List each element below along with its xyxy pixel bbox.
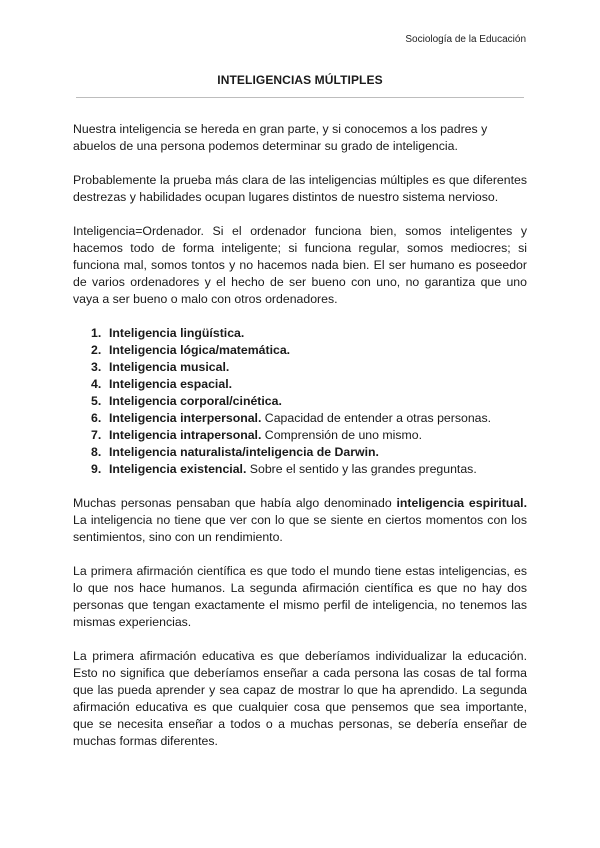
list-item xyxy=(73,461,527,478)
list-item-number: 9. xyxy=(91,462,102,476)
list-item-term: Inteligencia espacial. xyxy=(109,377,233,391)
list-item-term: Inteligencia existencial. xyxy=(109,462,247,476)
document-title: INTELIGENCIAS MÚLTIPLES xyxy=(217,73,383,87)
paragraph-evidence: Probablemente la prueba más clara de las inteligencias múltiples es que diferentes destrezas y habilidades ocupan lugares distintos de nuestro sistema nervioso. xyxy=(73,173,527,204)
list-item-number: 3. xyxy=(91,360,102,374)
list-item xyxy=(73,359,527,376)
paragraph-computer-analogy: Inteligencia=Ordenador. Si el ordenador funciona bien, somos inteligentes y hacemos todo de forma inteligente; si funciona regular, somos mediocres; si funciona mal, somos tontos y no hacemos nada bien. El ser humano es poseedor de varios ordenadores y el hecho de ser bueno con uno, no garantiza que uno vaya a ser bueno o malo con otros ordenadores. xyxy=(73,224,527,306)
document-body xyxy=(73,121,527,767)
list-item xyxy=(73,376,527,393)
running-header: Sociología de la Educación xyxy=(405,34,526,45)
paragraph-spiritual-term: inteligencia espiritual. xyxy=(396,496,528,510)
list-item-term: Inteligencia interpersonal. xyxy=(109,411,262,425)
list-item-number: 2. xyxy=(91,343,102,357)
list-item xyxy=(73,427,527,444)
list-item-number: 4. xyxy=(91,377,102,391)
list-item-description: Comprensión de uno mismo. xyxy=(261,428,423,442)
list-item-description: Sobre el sentido y las grandes preguntas. xyxy=(246,462,477,476)
list-item xyxy=(73,393,527,410)
paragraph-heredity: Nuestra inteligencia se hereda en gran parte, y si conocemos a los padres y abuelos de una persona podemos determinar su grado de inteligencia. xyxy=(73,122,488,153)
list-item-description: Capacidad de entender a otras personas. xyxy=(261,411,492,425)
list-item xyxy=(73,444,527,461)
paragraph-scientific: La primera afirmación científica es que todo el mundo tiene estas inteligencias, es lo que nos hace humanos. La segunda afirmación científica es que no hay dos personas que tengan exactamente el mismo perfil de inteligencia, no tenemos las mismas experiencias. xyxy=(73,564,527,629)
title-divider xyxy=(76,97,524,98)
list-item-term: Inteligencia musical. xyxy=(109,360,230,374)
list-item-term: Inteligencia corporal/cinética. xyxy=(109,394,282,408)
paragraph-educational: La primera afirmación educativa es que deberíamos individualizar la educación. Esto no significa que deberíamos enseñar a cada persona las cosas de tal forma que las pueda aprender y sea capaz de mostrar lo que ha aprendido. La segunda afirmación educativa es que cualquier cosa que pensemos que sea importante, que se necesita enseñar a todos o a muchas personas, se debería enseñar de muchas formas diferentes. xyxy=(73,649,527,748)
list-item-number: 6. xyxy=(91,411,102,425)
list-item-number: 1. xyxy=(91,326,102,340)
list-item-number: 8. xyxy=(91,445,102,459)
list-item xyxy=(73,325,527,342)
list-item-term: Inteligencia lógica/matemática. xyxy=(109,343,291,357)
list-item-term: Inteligencia naturalista/inteligencia de Darwin. xyxy=(109,445,379,459)
paragraph-spiritual-rest: La inteligencia no tiene que ver con lo que se siente en ciertos momentos con los sentimientos, sino con un rendimiento. xyxy=(73,513,527,544)
list-item xyxy=(73,410,527,427)
list-item xyxy=(73,342,527,359)
list-item-term: Inteligencia intrapersonal. xyxy=(109,428,262,442)
intelligences-list xyxy=(73,325,527,478)
list-item-number: 5. xyxy=(91,394,102,408)
list-item-term: Inteligencia lingüística. xyxy=(109,326,245,340)
list-item-number: 7. xyxy=(91,428,102,442)
paragraph-spiritual xyxy=(73,495,527,546)
paragraph-spiritual-lead: Muchas personas pensaban que había algo denominado xyxy=(73,496,397,510)
